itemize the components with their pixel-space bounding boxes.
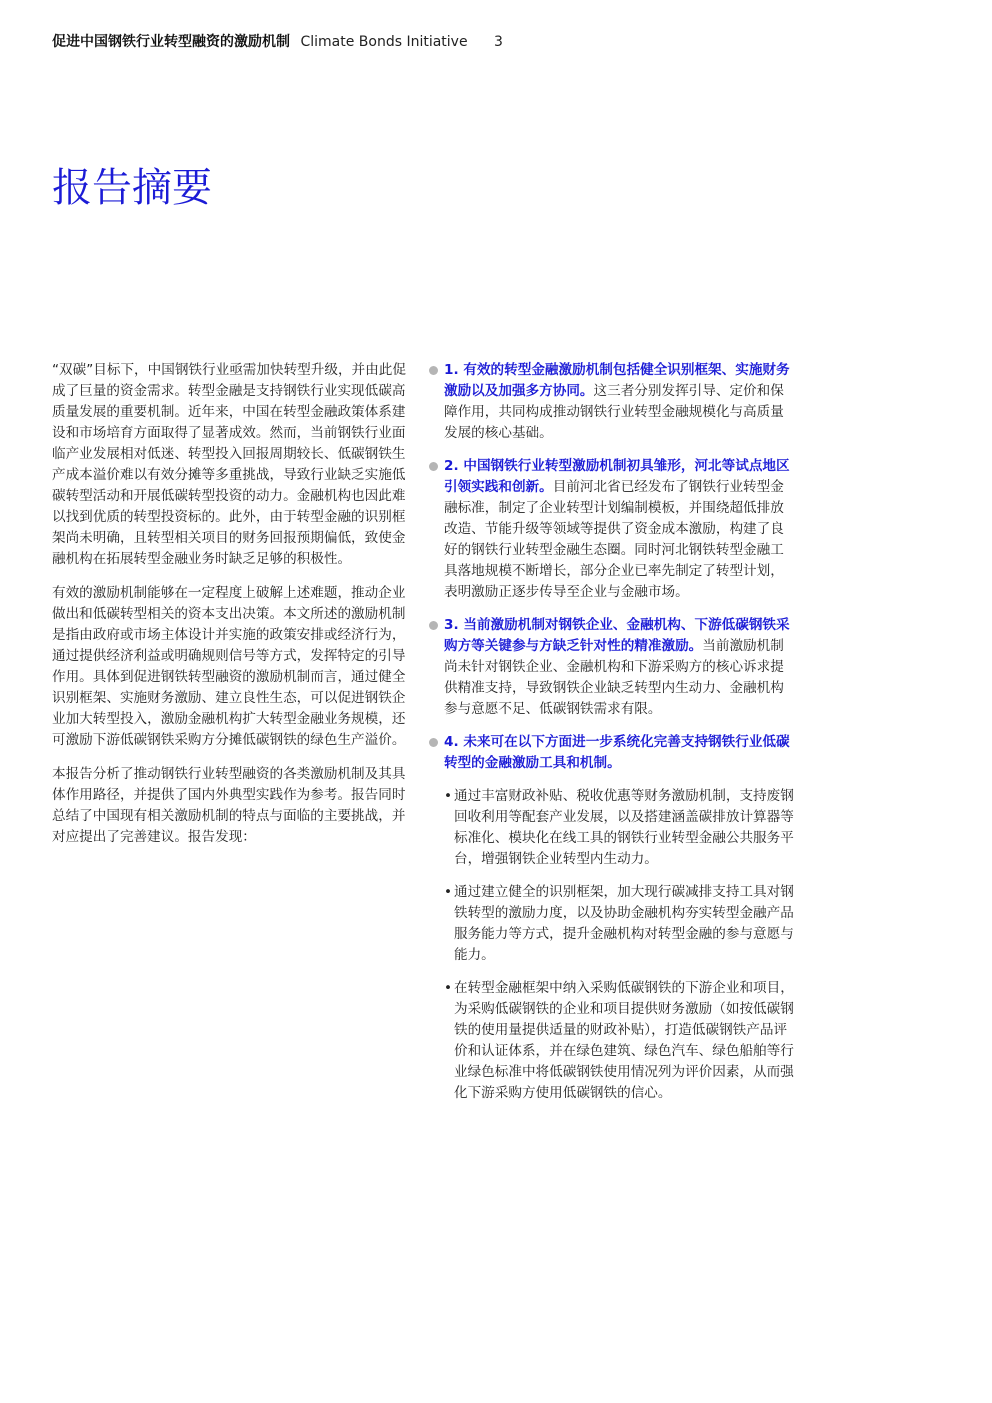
finding-item — [428, 456, 794, 603]
recommendation-text: 在转型金融框架中纳入采购低碳钢铁的下游企业和项目，为采购低碳钢铁的企业和项目提供财务激励（如按低碳钢铁的使用量提供适量的财政补贴），打造低碳钢铁产品评价和认证体系，并在绿色建筑、绿色汽车、绿色船舶等行业绿色标准中将低碳钢铁使用情况列为评价因素，从而强化下游采购方使用低碳钢铁的信心。 — [454, 980, 794, 1101]
small-bullet-icon: • — [444, 884, 453, 900]
finding-highlight: 2. 中国钢铁行业转型激励机制初具雏形，河北等试点地区引领实践和创新。 — [444, 458, 790, 495]
small-bullet-icon: • — [444, 980, 453, 996]
finding-highlight: 1. 有效的转型金融激励机制包括健全识别框架、实施财务激励以及加强多方协同。 — [444, 362, 790, 399]
bullet-dot-icon — [429, 621, 438, 630]
intro-paragraph-3: 本报告分析了推动钢铁行业转型融资的各类激励机制及其具体作用路径，并提供了国内外典型实践作为参考。报告同时总结了中国现有相关激励机制的特点与面临的主要挑战，并对应提出了完善建议。报告发现： — [52, 766, 406, 845]
recommendation-item — [428, 882, 794, 966]
finding-text: 目前河北省已经发布了钢铁行业转型金融标准，制定了企业转型计划编制模板，并围绕超低排放改造、节能升级等领域等提供了资金成本激励，构建了良好的钢铁行业转型金融生态圈。同时河北钢铁转型金融工具落地规模不断增长，部分企业已率先制定了转型计划，表明激励正逐步传导至企业与金融市场。 — [444, 479, 784, 600]
findings-column — [428, 360, 794, 1116]
finding-item — [428, 360, 794, 444]
bullet-dot-icon — [429, 366, 438, 375]
organization-name: Climate Bonds Initiative — [300, 34, 468, 50]
finding-item — [428, 615, 794, 720]
intro-paragraph-2: 有效的激励机制能够在一定程度上破解上述难题，推动企业做出和低碳转型相关的资本支出决策。本文所述的激励机制是指由政府或市场主体设计并实施的政策安排或经济行为，通过提供经济利益或明确规则信号等方式，发挥特定的引导作用。具体到促进钢铁转型融资的激励机制而言，通过健全识别框架、实施财务激励、建立良性生态，可以促进钢铁企业加大转型投入，激励金融机构扩大转型金融业务规模，还可激励下游低碳钢铁采购方分摊低碳钢铁的绿色生产溢价。 — [52, 585, 406, 748]
left-column — [52, 360, 412, 861]
intro-paragraph-1: “双碳”目标下，中国钢铁行业亟需加快转型升级，并由此促成了巨量的资金需求。转型金融是支持钢铁行业实现低碳高质量发展的重要机制。近年来，中国在转型金融政策体系建设和市场培育方面取得了显著成效。然而，当前钢铁行业面临产业发展相对低迷、转型投入回报周期较长、低碳钢铁生产成本溢价难以有效分摊等多重挑战，导致行业缺乏实施低碳转型活动和开展低碳转型投资的动力。金融机构也因此难以找到优质的转型投资标的。此外，由于转型金融的识别框架尚未明确，且转型相关项目的财务回报预期偏低，致使金融机构在拓展转型金融业务时缺乏足够的积极性。 — [52, 362, 406, 567]
finding-highlight: 3. 当前激励机制对钢铁企业、金融机构、下游低碳钢铁采购方等关键参与方缺乏针对性的精准激励。 — [444, 617, 790, 654]
recommendation-item — [428, 786, 794, 870]
page-header — [52, 32, 503, 52]
page-number: 3 — [494, 34, 503, 50]
recommendation-item — [428, 978, 794, 1104]
small-bullet-icon: • — [444, 788, 453, 804]
document-title: 促进中国钢铁行业转型融资的激励机制 — [52, 34, 290, 50]
bullet-dot-icon — [429, 462, 438, 471]
recommendation-text: 通过建立健全的识别框架，加大现行碳减排支持工具对钢铁转型的激励力度，以及协助金融机构夯实转型金融产品服务能力等方式，提升金融机构对转型金融的参与意愿与能力。 — [454, 884, 794, 963]
finding-text: 这三者分别发挥引导、定价和保障作用，共同构成推动钢铁行业转型金融规模化与高质量发展的核心基础。 — [444, 383, 784, 441]
section-title: 报告摘要 — [52, 164, 212, 211]
recommendation-text: 通过丰富财政补贴、税收优惠等财务激励机制，支持废钢回收利用等配套产业发展，以及搭建涵盖碳排放计算器等标准化、模块化在线工具的钢铁行业转型金融公共服务平台，增强钢铁企业转型内生动力。 — [454, 788, 794, 867]
finding-highlight: 4. 未来可在以下方面进一步系统化完善支持钢铁行业低碳转型的金融激励工具和机制。 — [444, 734, 790, 771]
bullet-dot-icon — [429, 738, 438, 747]
finding-item — [428, 732, 794, 774]
finding-text: 当前激励机制尚未针对钢铁企业、金融机构和下游采购方的核心诉求提供精准支持，导致钢铁企业缺乏转型内生动力、金融机构参与意愿不足、低碳钢铁需求有限。 — [444, 638, 784, 717]
